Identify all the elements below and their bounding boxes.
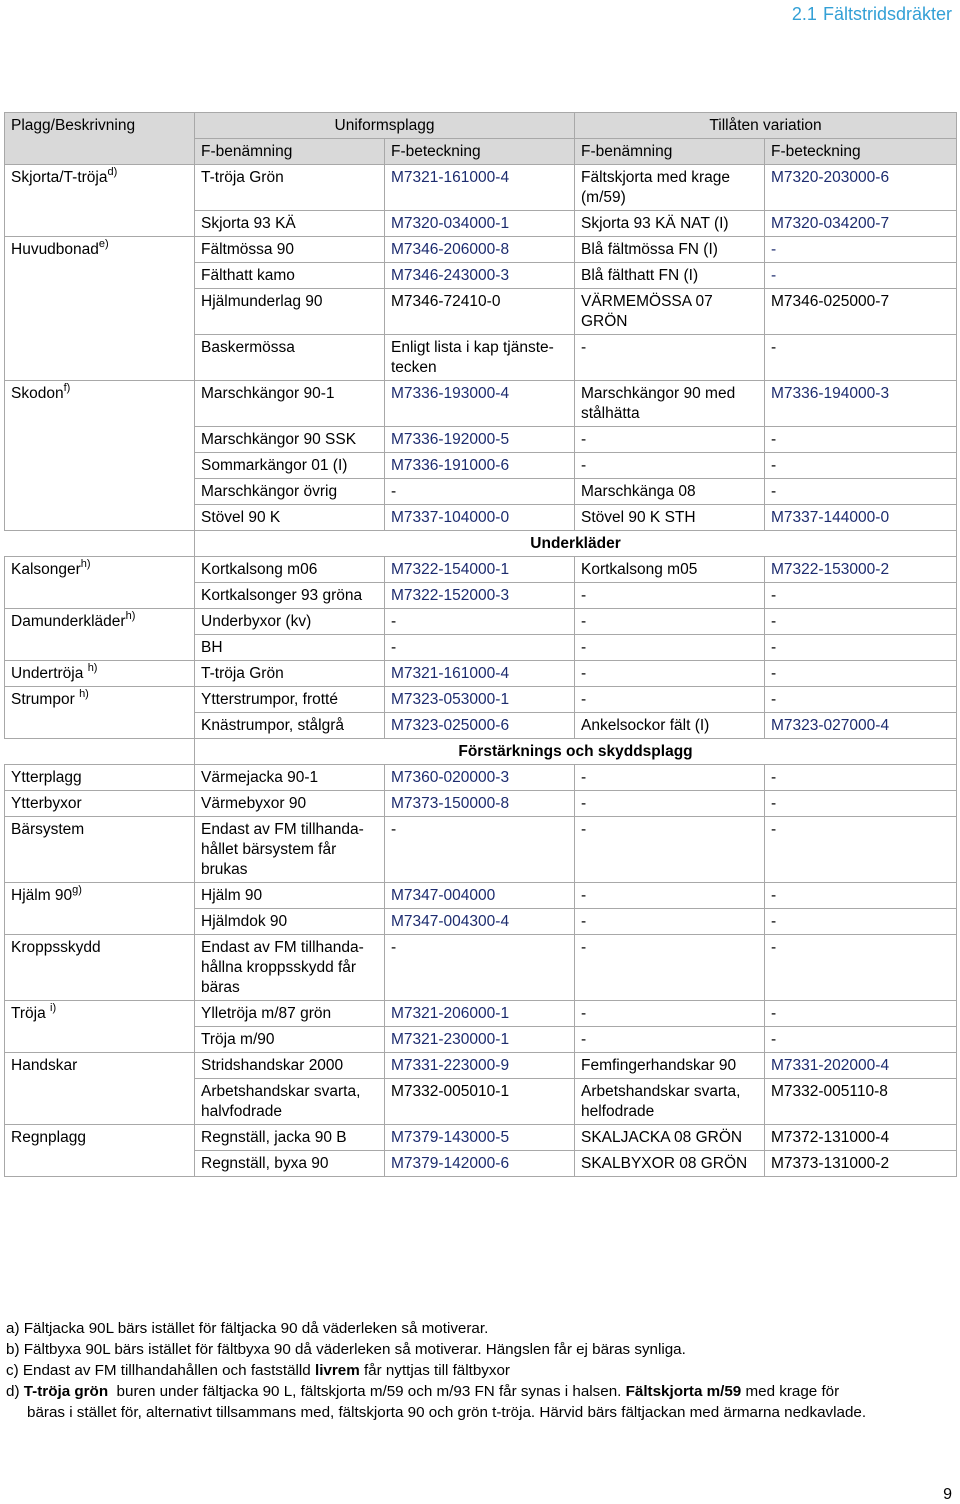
cell: M7346-025000-7 (765, 289, 957, 335)
cell: - (575, 661, 765, 687)
footnote-a: a) Fältjacka 90L bärs istället för fältjacka 90 då väderleken så motiverar. (6, 1320, 489, 1337)
cell: M7332-005010-1 (385, 1079, 575, 1125)
cell: Ylletröja m/87 grön (195, 1001, 385, 1027)
footnotes (6, 1318, 956, 1423)
cell: Endast av FM tillhanda-hållna kroppsskydd får bäras (195, 935, 385, 1001)
cell: Marschkängor 90-1 (195, 381, 385, 427)
cell: M7323-053000-1 (385, 687, 575, 713)
cell: Blå fälthatt FN (I) (575, 263, 765, 289)
table-row (5, 1053, 957, 1079)
cell: Enligt lista i kap tjänste-tecken (385, 335, 575, 381)
page-number: 9 (943, 1486, 952, 1503)
section-row (5, 531, 957, 557)
cell: - (765, 765, 957, 791)
cell: - (765, 479, 957, 505)
cell: M7321-161000-4 (385, 661, 575, 687)
cell: Sommarkängor 01 (I) (195, 453, 385, 479)
cell: - (385, 817, 575, 883)
cell: - (385, 609, 575, 635)
cell: BH (195, 635, 385, 661)
table-row (5, 165, 957, 211)
cell: Hjälmdok 90 (195, 909, 385, 935)
cell: Endast av FM tillhanda-hållet bärsystem får brukas (195, 817, 385, 883)
section-row (5, 739, 957, 765)
table-row (5, 1001, 957, 1027)
cell: M7372-131000-4 (765, 1125, 957, 1151)
cell: Femfingerhandskar 90 (575, 1053, 765, 1079)
cell: - (385, 479, 575, 505)
header-uniform-group: Uniformsplagg (195, 113, 575, 139)
cell: Ytterstrumpor, frotté (195, 687, 385, 713)
cell: Värmejacka 90-1 (195, 765, 385, 791)
cell: - (765, 263, 957, 289)
cell: - (765, 1001, 957, 1027)
cell: - (385, 635, 575, 661)
cell: M7321-161000-4 (385, 165, 575, 211)
cell: - (765, 883, 957, 909)
cell: M7322-153000-2 (765, 557, 957, 583)
category-cell: Damunderkläder$^{h)}$ (5, 609, 195, 661)
cell: - (765, 583, 957, 609)
cell: Marschkängor 90 SSK (195, 427, 385, 453)
header-f-benamning: F-benämning (195, 139, 385, 165)
uniform-table (4, 112, 957, 1177)
cell: SKALJACKA 08 GRÖN (575, 1125, 765, 1151)
cell: Skjorta 93 KÄ NAT (I) (575, 211, 765, 237)
cell: Marschkängor övrig (195, 479, 385, 505)
cell: M7321-206000-1 (385, 1001, 575, 1027)
chapter-heading (792, 4, 952, 25)
category-cell: Skjorta/T-tröja$^{d)}$ (5, 165, 195, 237)
header-variation-group: Tillåten variation (575, 113, 957, 139)
cell: - (385, 935, 575, 1001)
category-cell: Handskar (5, 1053, 195, 1125)
cell: - (575, 427, 765, 453)
cell: - (575, 1027, 765, 1053)
cell: M7373-150000-8 (385, 791, 575, 817)
footnote-c: c) Endast av FM tillhandahållen och fastställd livrem får nyttjas till fältbyxor (6, 1362, 510, 1379)
cell: M7337-104000-0 (385, 505, 575, 531)
cell: - (575, 817, 765, 883)
cell: SKALBYXOR 08 GRÖN (575, 1151, 765, 1177)
category-cell: Kroppsskydd (5, 935, 195, 1001)
cell: Värmebyxor 90 (195, 791, 385, 817)
cell: Underbyxor (kv) (195, 609, 385, 635)
cell: M7336-194000-3 (765, 381, 957, 427)
footnote-d: d) T-tröja grön buren under fältjacka 90 L, fältskjorta m/59 och m/93 FN får synas i halsen. Fältskjorta m/59 med krage för bäras i stället för, alternativt tillsammans med, fältskjorta 90 och grön t-tröja. Härvid bärs fältjackan med ärmarna nedkavlade. (6, 1383, 867, 1421)
cell: Arbetshandskar svarta, halvfodrade (195, 1079, 385, 1125)
cell: - (765, 935, 957, 1001)
cell: - (765, 817, 957, 883)
footnote-b: b) Fältbyxa 90L bärs istället för fältbyxa 90 då väderleken så motiverar. Hängslen får ej bäras synliga. (6, 1341, 686, 1358)
cell: Arbetshandskar svarta, helfodrade (575, 1079, 765, 1125)
table-row (5, 765, 957, 791)
cell: M7332-005110-8 (765, 1079, 957, 1125)
cell: Baskermössa (195, 335, 385, 381)
cell: M7320-034200-7 (765, 211, 957, 237)
cell: Regnställ, jacka 90 B (195, 1125, 385, 1151)
table-row (5, 935, 957, 1001)
cell: - (765, 661, 957, 687)
category-cell: Tröja $^{i)}$ (5, 1001, 195, 1053)
cell: M7346-243000-3 (385, 263, 575, 289)
cell: - (765, 609, 957, 635)
cell: - (575, 453, 765, 479)
cell: Fältmössa 90 (195, 237, 385, 263)
table-row (5, 791, 957, 817)
cell: Stridshandskar 2000 (195, 1053, 385, 1079)
cell: - (575, 609, 765, 635)
table-row (5, 1125, 957, 1151)
category-cell: Bärsystem (5, 817, 195, 883)
cell: - (765, 909, 957, 935)
table-row (5, 557, 957, 583)
cell: T-tröja Grön (195, 165, 385, 211)
cell: - (765, 335, 957, 381)
table-row (5, 237, 957, 263)
table-row (5, 687, 957, 713)
cell: - (765, 237, 957, 263)
cell: - (765, 791, 957, 817)
cell: M7336-191000-6 (385, 453, 575, 479)
cell: - (765, 453, 957, 479)
cell: M7347-004000 (385, 883, 575, 909)
cell: - (575, 635, 765, 661)
cell: M7322-154000-1 (385, 557, 575, 583)
cell: Regnställ, byxa 90 (195, 1151, 385, 1177)
header-f-benamning-variation: F-benämning (575, 139, 765, 165)
category-cell: Huvudbonad$^{e)}$ (5, 237, 195, 381)
category-cell: Undertröja $^{h)}$ (5, 661, 195, 687)
cell: M7323-027000-4 (765, 713, 957, 739)
cell: Hjälmunderlag 90 (195, 289, 385, 335)
cell: M7323-025000-6 (385, 713, 575, 739)
cell: Skjorta 93 KÄ (195, 211, 385, 237)
cell: M7347-004300-4 (385, 909, 575, 935)
cell: M7373-131000-2 (765, 1151, 957, 1177)
cell: Marschkängor 90 med stålhätta (575, 381, 765, 427)
cell: M7346-206000-8 (385, 237, 575, 263)
cell: M7322-152000-3 (385, 583, 575, 609)
category-cell: Ytterplagg (5, 765, 195, 791)
cell: M7336-192000-5 (385, 427, 575, 453)
cell: M7337-144000-0 (765, 505, 957, 531)
cell: - (575, 765, 765, 791)
cell: - (575, 791, 765, 817)
cell: M7320-203000-6 (765, 165, 957, 211)
cell: Hjälm 90 (195, 883, 385, 909)
cell: - (575, 687, 765, 713)
cell: VÄRMEMÖSSA 07 GRÖN (575, 289, 765, 335)
section-underklader: Underkläder (195, 531, 957, 557)
cell: M7346-72410-0 (385, 289, 575, 335)
cell: M7379-142000-6 (385, 1151, 575, 1177)
cell: Blå fältmössa FN (I) (575, 237, 765, 263)
cell: M7379-143000-5 (385, 1125, 575, 1151)
table-row (5, 883, 957, 909)
chapter-number: 2.1 (791, 4, 817, 24)
cell: M7331-202000-4 (765, 1053, 957, 1079)
header-f-beteckning: F-beteckning (385, 139, 575, 165)
cell: Marschkänga 08 (575, 479, 765, 505)
cell: - (575, 583, 765, 609)
table-row (5, 381, 957, 427)
category-cell: Skodon$^{f)}$ (5, 381, 195, 531)
cell: M7360-020000-3 (385, 765, 575, 791)
cell: - (575, 935, 765, 1001)
cell: T-tröja Grön (195, 661, 385, 687)
cell: - (575, 1001, 765, 1027)
cell: - (575, 909, 765, 935)
cell: Stövel 90 K STH (575, 505, 765, 531)
cell: - (575, 883, 765, 909)
category-cell: Ytterbyxor (5, 791, 195, 817)
cell: - (765, 635, 957, 661)
cell: M7336-193000-4 (385, 381, 575, 427)
header-f-beteckning-variation: F-beteckning (765, 139, 957, 165)
cell: Tröja m/90 (195, 1027, 385, 1053)
table-row (5, 661, 957, 687)
table-row (5, 817, 957, 883)
category-cell: Strumpor $^{h)}$ (5, 687, 195, 739)
cell: - (765, 427, 957, 453)
cell: Knästrumpor, stålgrå (195, 713, 385, 739)
cell: Kortkalsong m06 (195, 557, 385, 583)
table-row (5, 609, 957, 635)
cell: Stövel 90 K (195, 505, 385, 531)
section-forstarkning: Förstärknings och skyddsplagg (195, 739, 957, 765)
cell: Fältskjorta med krage (m/59) (575, 165, 765, 211)
cell: - (575, 335, 765, 381)
cell: - (765, 687, 957, 713)
category-cell: Kalsonger$^{h)}$ (5, 557, 195, 609)
header-category: Plagg/Beskrivning (5, 113, 195, 165)
cell: Kortkalsonger 93 gröna (195, 583, 385, 609)
cell: Ankelsockor fält (I) (575, 713, 765, 739)
cell: M7331-223000-9 (385, 1053, 575, 1079)
cell: - (765, 1027, 957, 1053)
table-header-row (5, 113, 957, 139)
cell: M7321-230000-1 (385, 1027, 575, 1053)
chapter-title: Fältstridsdräkter (822, 4, 952, 24)
cell: Kortkalsong m05 (575, 557, 765, 583)
cell: Fälthatt kamo (195, 263, 385, 289)
cell: M7320-034000-1 (385, 211, 575, 237)
category-cell: Regnplagg (5, 1125, 195, 1177)
category-cell: Hjälm 90$^{g)}$ (5, 883, 195, 935)
